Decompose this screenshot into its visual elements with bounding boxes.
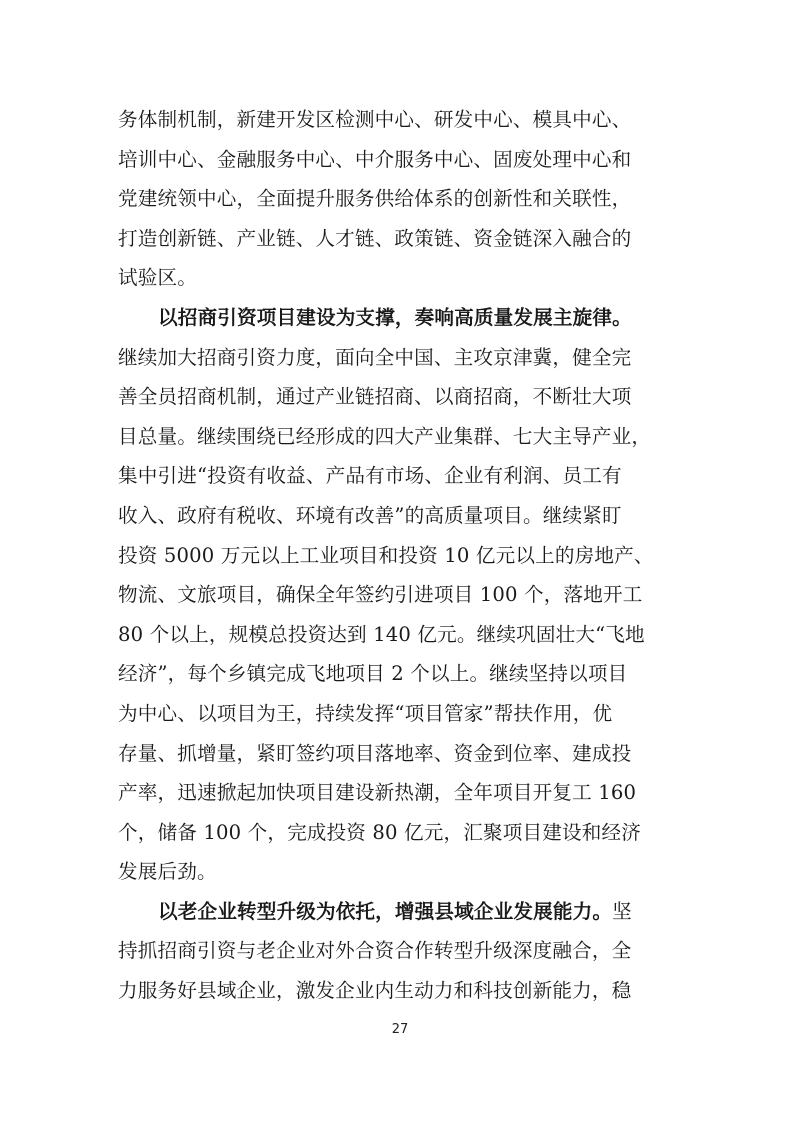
text-line: 存量、抓增量，紧盯签约项目落地率、资金到位率、建成投 — [118, 741, 632, 765]
text-line: 80 个以上，规模总投资达到 140 亿元。继续巩固壮大“飞地 — [118, 622, 645, 646]
text-line: 集中引进“投资有收益、产品有市场、企业有利润、员工有 — [118, 464, 622, 488]
body-text — [118, 100, 682, 1011]
text-line: 投资 5000 万元以上工业项目和投资 10 亿元以上的房地产、 — [118, 543, 654, 567]
text-line: 持抓招商引资与老企业对外合资合作转型升级深度融合，全 — [118, 939, 632, 963]
text-line: 力服务好县域企业，激发企业内生动力和科技创新能力，稳 — [118, 979, 632, 1003]
text-line: 务体制机制，新建开发区检测中心、研发中心、模具中心、 — [118, 108, 632, 131]
section-heading: 以老企业转型升级为依托，增强县域企业发展能力。 — [158, 899, 613, 923]
heading-trailing-text: 坚 — [612, 899, 632, 923]
text-line: 善全员招商机制，通过产业链招商、以商招商，不断壮大项 — [118, 385, 632, 409]
text-line: 目总量。继续围绕已经形成的四大产业集群、七大主导产业， — [118, 424, 652, 448]
text-line: 物流、文旅项目，确保全年签约引进项目 100 个，落地开工 — [118, 583, 643, 607]
text-line: 个，储备 100 个，完成投资 80 亿元，汇聚项目建设和经济 — [118, 820, 641, 844]
text-line: 发展后劲。 — [118, 860, 217, 884]
text-line: 培训中心、金融服务中心、中介服务中心、固废处理中心和 — [118, 147, 632, 171]
page-number: 27 — [391, 1022, 409, 1037]
section-heading-line — [118, 298, 682, 338]
text-line: 打造创新链、产业链、人才链、政策链、资金链深入融合的 — [118, 226, 632, 250]
text-line: 党建统领中心，全面提升服务供给体系的创新性和关联性， — [118, 187, 632, 211]
text-line: 试验区。 — [118, 266, 197, 290]
section-heading-line — [118, 892, 682, 932]
section-heading: 以招商引资项目建设为支撑，奏响高质量发展主旋律。 — [158, 305, 632, 329]
text-line: 产率，迅速掀起加快项目建设新热潮，全年项目开复工 160 — [118, 781, 637, 805]
text-line: 收入、政府有税收、环境有改善”的高质量项目。继续紧盯 — [118, 503, 622, 527]
text-line: 为中心、以项目为王，持续发挥“项目管家”帮扶作用，优 — [118, 701, 613, 725]
text-line: 继续加大招商引资力度，面向全中国、主攻京津冀，健全完 — [118, 345, 632, 369]
text-line: 经济”，每个乡镇完成飞地项目 2 个以上。继续坚持以项目 — [118, 662, 628, 686]
